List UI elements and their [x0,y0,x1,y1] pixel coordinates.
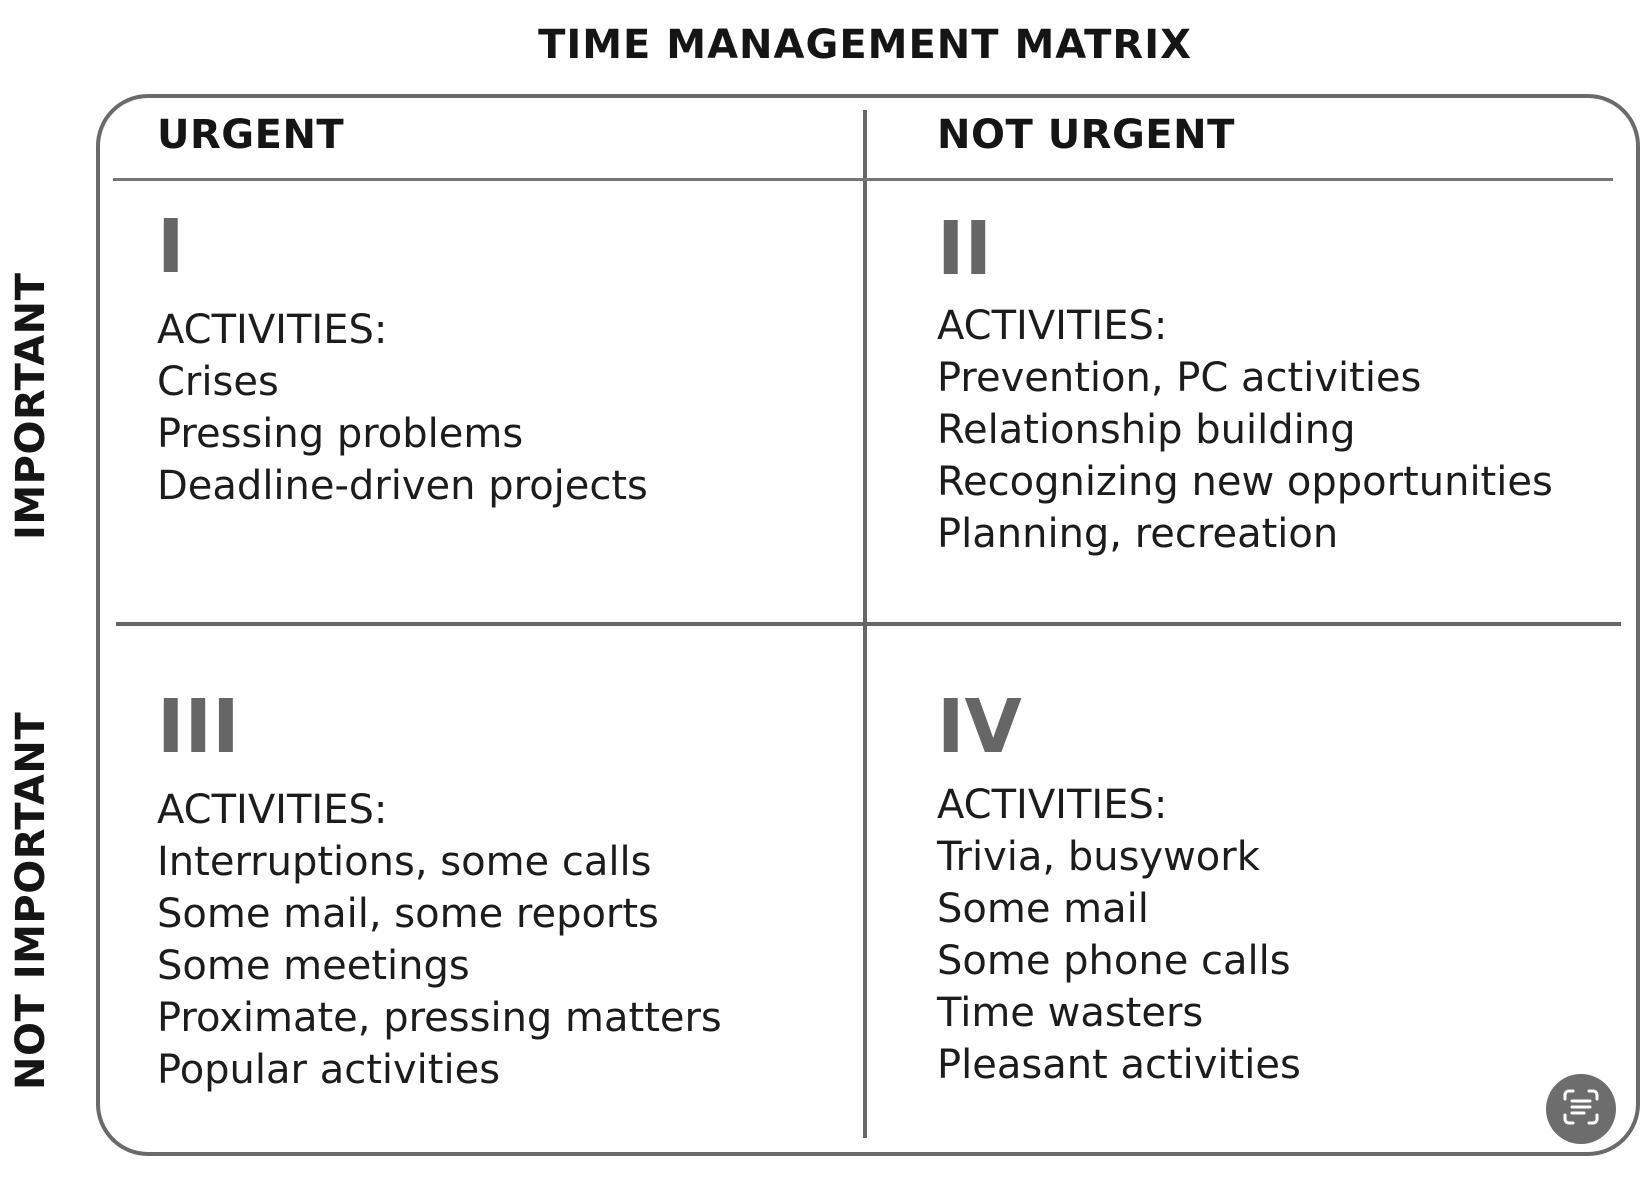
quadrant-3-heading: ACTIVITIES: [157,787,388,833]
list-item: Interruptions, some calls [157,839,652,885]
horizontal-divider [116,622,1621,626]
list-item: Some meetings [157,943,470,989]
column-header-urgent: URGENT [157,112,345,158]
list-item: Planning, recreation [937,511,1339,557]
list-item: Some mail [937,886,1149,932]
list-item: Pressing problems [157,411,524,457]
list-item: Relationship building [937,407,1356,453]
text-scan-icon [1561,1087,1601,1131]
list-item: Prevention, PC activities [937,355,1422,401]
quadrant-4-heading: ACTIVITIES: [937,782,1168,828]
quadrant-2-heading: ACTIVITIES: [937,303,1168,349]
quadrant-4 [937,779,1301,1091]
list-item: Some phone calls [937,938,1291,984]
list-item: Some mail, some reports [157,891,659,937]
row-header-not-important: NOT IMPORTANT [8,711,54,1090]
quadrant-3 [157,784,722,1096]
quadrant-3-numeral: III [157,684,240,770]
list-item: Popular activities [157,1047,501,1093]
row-header-important: IMPORTANT [8,272,54,540]
quadrant-2 [937,300,1553,560]
list-item: Trivia, busywork [937,834,1260,880]
list-item: Proximate, pressing matters [157,995,722,1041]
list-item: Time wasters [937,990,1204,1036]
page-title: TIME MANAGEMENT MATRIX [538,22,1192,68]
list-item: Deadline-driven projects [157,463,648,509]
quadrant-2-numeral: II [937,206,993,292]
list-item: Recognizing new opportunities [937,459,1553,505]
quadrant-1-heading: ACTIVITIES: [157,307,388,353]
header-divider [113,178,1613,181]
quadrant-4-numeral: IV [937,684,1022,770]
text-scan-button[interactable] [1546,1074,1616,1144]
quadrant-1 [157,304,648,512]
column-header-not-urgent: NOT URGENT [937,112,1235,158]
list-item: Pleasant activities [937,1042,1301,1088]
quadrant-1-numeral: I [157,204,185,290]
list-item: Crises [157,359,279,405]
